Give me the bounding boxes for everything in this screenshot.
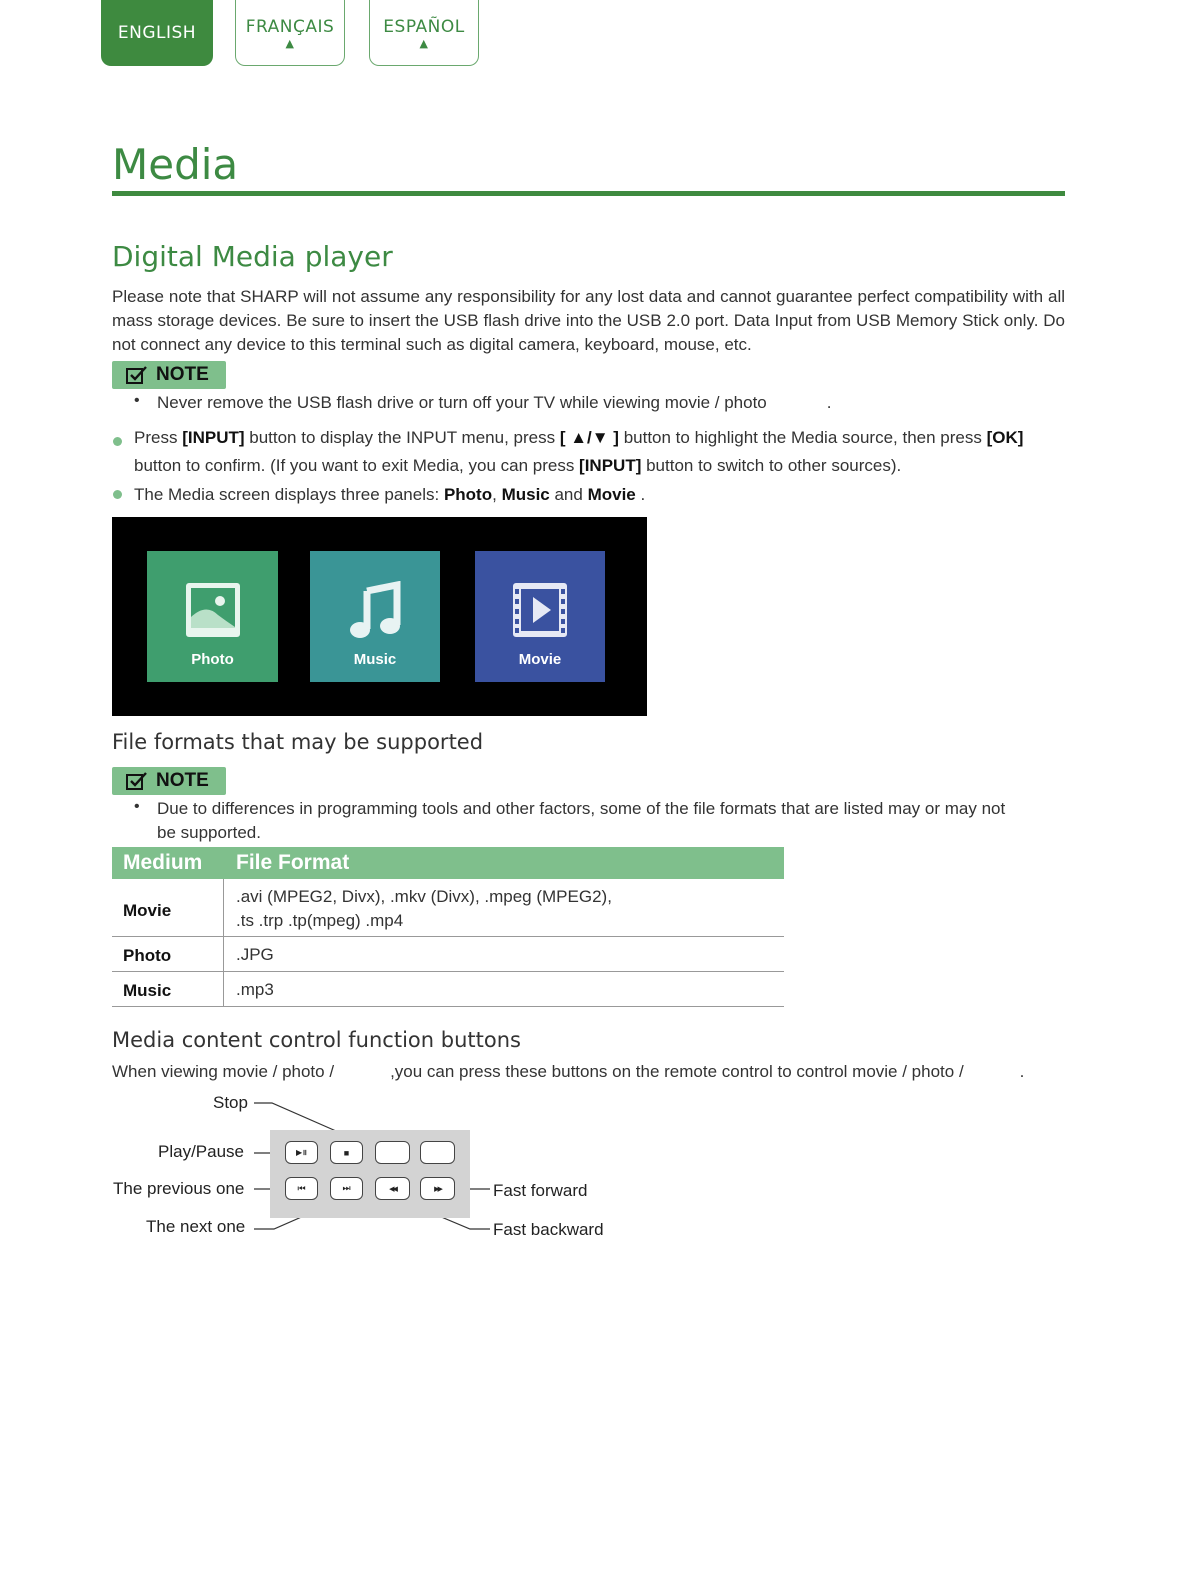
- note-text: Never remove the USB flash drive or turn off your TV while viewing movie / photo .: [157, 393, 832, 412]
- panel-photo-label: Photo: [191, 651, 234, 668]
- stop-button[interactable]: [330, 1141, 363, 1164]
- table-row: Photo .JPG: [112, 937, 784, 972]
- label-stop: Stop: [213, 1093, 248, 1112]
- bullet: •: [134, 798, 140, 815]
- note-label: NOTE: [156, 364, 209, 385]
- skip-next-icon: ⏭: [342, 1183, 351, 1193]
- controls-sentence: When viewing movie / photo / ,you can press these buttons on the remote control to control movie / photo / .: [112, 1062, 1025, 1081]
- rewind-icon: ◀◀: [389, 1185, 396, 1193]
- up-arrow-icon: ▲: [285, 36, 295, 50]
- note-text: Due to differences in programming tools and other factors, some of the file formats that are listed may or may not be supported.: [157, 799, 1006, 842]
- tab-francais-label: FRANÇAIS: [245, 16, 335, 37]
- page-title: Media: [112, 140, 239, 189]
- forward-icon: ▶▶: [434, 1185, 441, 1193]
- header-medium: Medium: [123, 851, 203, 874]
- step-input-instruction: Press [INPUT] button to display the INPUT menu, press [ ▲/▼ ] button to highlight the Media source, then press [OK] button to confirm. (If you want to exit Media, you can press [INPUT] button to switch to other sources).: [134, 428, 1024, 475]
- header-file-format: File Format: [236, 851, 350, 874]
- table-row: Movie .avi (MPEG2, Divx), .mkv (Divx), .mpeg (MPEG2), .ts .trp .tp(mpeg) .mp4: [112, 879, 784, 937]
- panel-movie-label: Movie: [518, 651, 562, 668]
- up-arrow-icon: ▲: [419, 36, 429, 50]
- tab-espanol-label: ESPAÑOL: [383, 16, 465, 37]
- table-row: Music .mp3: [112, 972, 784, 1007]
- fast-forward-button[interactable]: [420, 1177, 455, 1200]
- skip-previous-icon: ⏮: [297, 1183, 306, 1193]
- label-play-pause: Play/Pause: [158, 1142, 244, 1161]
- bullet: •: [134, 392, 140, 409]
- stop-icon: ■: [343, 1147, 350, 1158]
- tab-english-label: ENGLISH: [117, 22, 197, 43]
- panel-music-label: Music: [353, 651, 397, 668]
- controls-title: Media content control function buttons: [112, 1028, 521, 1052]
- blank-button[interactable]: [420, 1141, 455, 1164]
- next-button[interactable]: [330, 1177, 363, 1200]
- previous-button[interactable]: [285, 1177, 318, 1200]
- section-title: Digital Media player: [112, 240, 393, 273]
- step-panels-description: The Media screen displays three panels: Photo, Music and Movie .: [134, 485, 646, 504]
- intro-paragraph: Please note that SHARP will not assume any responsibility for any lost data and cannot guarantee perfect compatibility with all mass storage devices. Be sure to insert the USB flash drive into the USB 2.0 port. Data Input from USB Memory Stick only. Do not connect any device to this terminal such as digital camera, keyboard, mouse, etc.: [112, 287, 1065, 354]
- formats-title: File formats that may be supported: [112, 730, 484, 754]
- label-next: The next one: [146, 1217, 246, 1236]
- label-fast-forward: Fast forward: [493, 1181, 588, 1200]
- label-fast-backward: Fast backward: [493, 1220, 604, 1239]
- blank-button[interactable]: [375, 1141, 410, 1164]
- label-previous: The previous one: [113, 1179, 245, 1198]
- fast-backward-button[interactable]: [375, 1177, 410, 1200]
- play-pause-button[interactable]: [285, 1141, 318, 1164]
- play-pause-icon: ▶॥: [296, 1148, 307, 1157]
- note-label: NOTE: [156, 770, 209, 791]
